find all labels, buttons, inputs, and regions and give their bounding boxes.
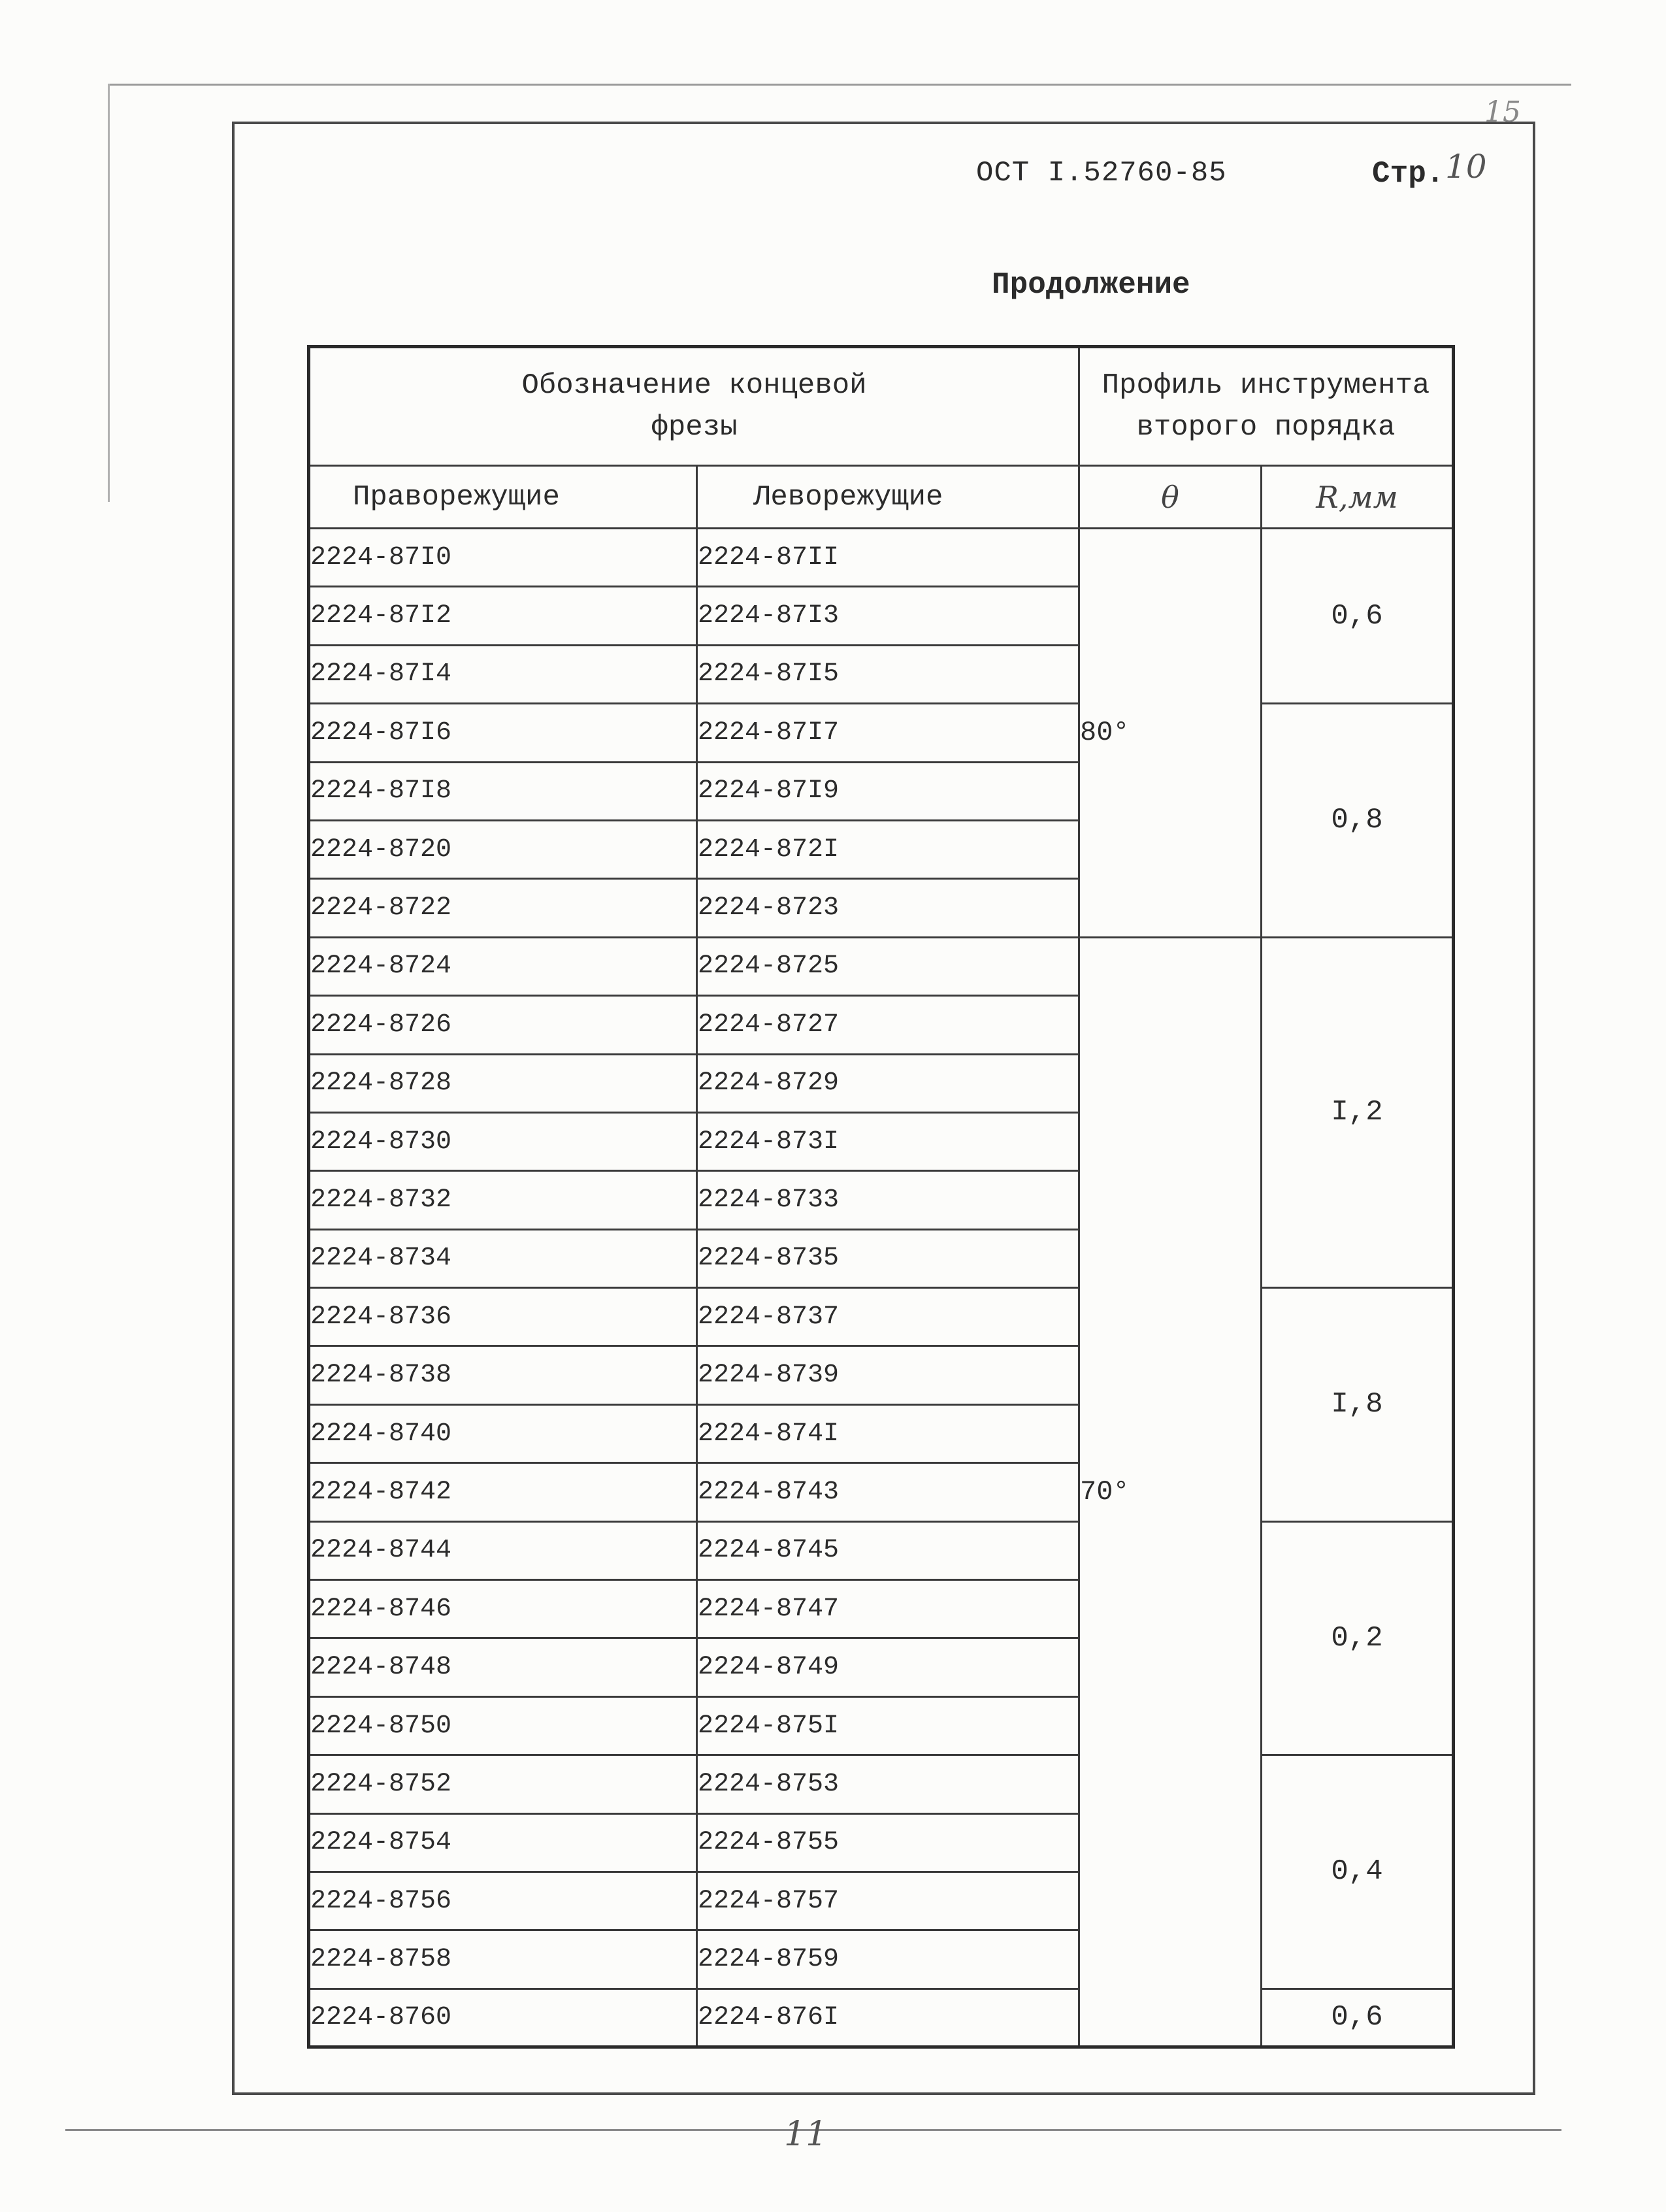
left-hand-code: 2224-8729: [697, 1054, 1079, 1112]
left-hand-code: 2224-8753: [697, 1755, 1079, 1813]
right-hand-code: 2224-8734: [309, 1229, 697, 1287]
continuation-title: Продолжение: [992, 268, 1190, 302]
profile-header-line: второго порядка: [1136, 411, 1396, 444]
right-hand-code: 2224-87I0: [309, 529, 697, 587]
radius-value: 0,8: [1262, 704, 1454, 938]
right-hand-code: 2224-8752: [309, 1755, 697, 1813]
radius-value: 0,6: [1262, 529, 1454, 704]
left-hand-code: 2224-875I: [697, 1696, 1079, 1755]
radius-value: 0,2: [1262, 1521, 1454, 1755]
right-hand-code: 2224-8750: [309, 1696, 697, 1755]
outer-border-top: [108, 84, 1571, 86]
right-hand-code: 2224-8758: [309, 1930, 697, 1989]
table-row: [309, 1288, 1454, 1346]
table-row: [309, 529, 1454, 587]
right-hand-code: 2224-8754: [309, 1813, 697, 1872]
left-hand-code: 2224-8735: [697, 1229, 1079, 1287]
left-hand-code: 2224-87I3: [697, 587, 1079, 645]
right-hand-code: 2224-8740: [309, 1404, 697, 1462]
table-row: [309, 704, 1454, 762]
radius-header: R,мм: [1262, 466, 1454, 529]
outer-border-left: [108, 84, 110, 502]
table-row: [309, 1989, 1454, 2047]
right-hand-code: 2224-8746: [309, 1580, 697, 1638]
right-hand-code: 2224-87I2: [309, 587, 697, 645]
table-row: [309, 1755, 1454, 1813]
designation-header: [309, 347, 1079, 466]
left-hand-code: 2224-8759: [697, 1930, 1079, 1989]
left-hand-code: 2224-87II: [697, 529, 1079, 587]
radius-value: I,2: [1262, 937, 1454, 1287]
corner-number: 15: [1484, 95, 1521, 129]
radius-value: 0,6: [1262, 1989, 1454, 2047]
left-hand-code: 2224-876I: [697, 1989, 1079, 2047]
theta-value: 80°: [1079, 529, 1262, 938]
table-header-row: [309, 347, 1454, 466]
right-hand-code: 2224-8726: [309, 996, 697, 1054]
right-hand-code: 2224-8760: [309, 1989, 697, 2047]
right-hand-code: 2224-8742: [309, 1463, 697, 1521]
right-hand-code: 2224-8720: [309, 820, 697, 878]
table-row: [309, 1521, 1454, 1579]
left-hand-code: 2224-873I: [697, 1112, 1079, 1170]
left-hand-code: 2224-872I: [697, 820, 1079, 878]
left-hand-code: 2224-87I5: [697, 645, 1079, 703]
table-row: [309, 937, 1454, 995]
left-hand-code: 2224-874I: [697, 1404, 1079, 1462]
footer-page-number: 11: [784, 2115, 828, 2154]
left-hand-code: 2224-8725: [697, 937, 1079, 995]
left-hand-code: 2224-8747: [697, 1580, 1079, 1638]
radius-value: I,8: [1262, 1288, 1454, 1522]
designation-header-line: фрезы: [651, 411, 738, 444]
left-hand-code: 2224-87I9: [697, 762, 1079, 820]
right-hand-code: 2224-8722: [309, 879, 697, 937]
left-hand-code: 2224-8755: [697, 1813, 1079, 1872]
right-hand-code: 2224-8732: [309, 1171, 697, 1229]
page-label: Стр.: [1372, 157, 1445, 191]
page-number: 10: [1445, 148, 1487, 186]
right-hand-code: 2224-8756: [309, 1872, 697, 1930]
left-hand-code: 2224-8723: [697, 879, 1079, 937]
document-code: ОСТ I.52760-85: [976, 157, 1227, 190]
left-hand-code: 2224-8743: [697, 1463, 1079, 1521]
right-hand-code: 2224-87I4: [309, 645, 697, 703]
left-hand-code: 2224-8745: [697, 1521, 1079, 1579]
theta-header: θ: [1079, 466, 1262, 529]
left-hand-code: 2224-8749: [697, 1638, 1079, 1696]
designation-header-line: Обозначение концевой: [521, 369, 867, 402]
right-hand-code: 2224-8748: [309, 1638, 697, 1696]
theta-value: 70°: [1079, 937, 1262, 2047]
table-subheader-row: [309, 466, 1454, 529]
right-hand-code: 2224-8724: [309, 937, 697, 995]
radius-value: 0,4: [1262, 1755, 1454, 1989]
profile-header: [1079, 347, 1454, 466]
right-hand-code: 2224-8736: [309, 1288, 697, 1346]
right-hand-code: 2224-8728: [309, 1054, 697, 1112]
left-hand-code: 2224-8757: [697, 1872, 1079, 1930]
right-hand-code: 2224-8730: [309, 1112, 697, 1170]
right-hand-code: 2224-8738: [309, 1346, 697, 1404]
left-hand-header: Леворежущие: [697, 466, 1079, 529]
table-body: [309, 529, 1454, 2047]
left-hand-code: 2224-8727: [697, 996, 1079, 1054]
right-hand-code: 2224-8744: [309, 1521, 697, 1579]
left-hand-code: 2224-8733: [697, 1171, 1079, 1229]
right-hand-code: 2224-87I8: [309, 762, 697, 820]
right-hand-header: Праворежущие: [309, 466, 697, 529]
left-hand-code: 2224-8739: [697, 1346, 1079, 1404]
left-hand-code: 2224-87I7: [697, 704, 1079, 762]
end-mill-table: [307, 345, 1455, 2049]
left-hand-code: 2224-8737: [697, 1288, 1079, 1346]
profile-header-line: Профиль инструмента: [1102, 369, 1430, 402]
right-hand-code: 2224-87I6: [309, 704, 697, 762]
